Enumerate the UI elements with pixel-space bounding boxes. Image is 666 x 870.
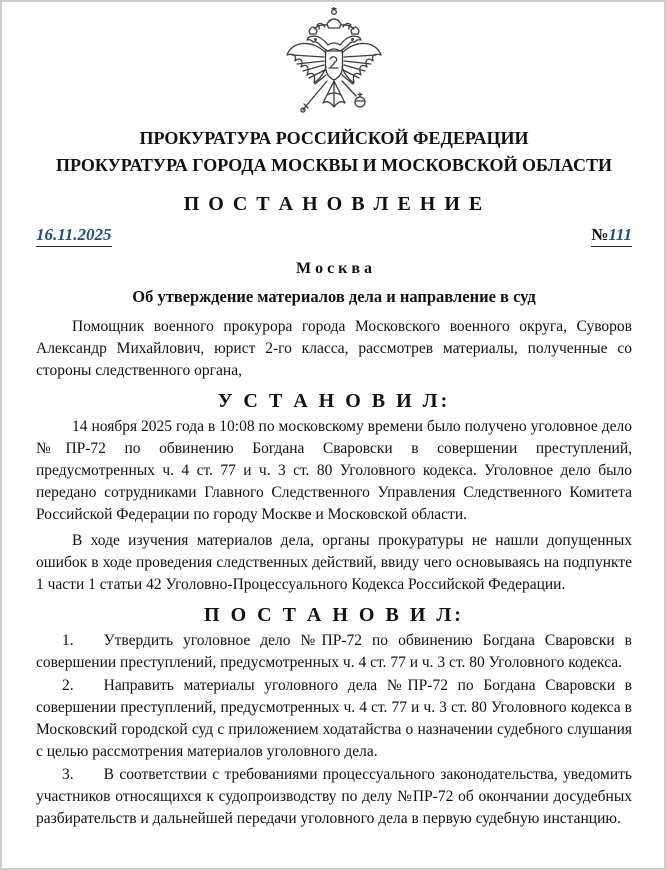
item-text: Утвердить уголовное дело №ПР-72 по обвинению Богдана Сваровски в совершении преступлений, предусмотренных ч. 4 ст. 77 и ч. 3 ст. 80 Уголовного кодекса. <box>36 632 632 671</box>
number-sign: № <box>591 225 609 244</box>
postanovil-heading: П О С Т А Н О В И Л: <box>204 604 464 626</box>
number-value: 111 <box>608 225 632 244</box>
document-type-title: П О С Т А Н О В Л Е Н И Е <box>183 193 485 215</box>
resolution-item-2 <box>36 675 632 763</box>
subject-line: Об утверждение материалов дела и направление в суд <box>132 287 536 306</box>
item-number: 3. <box>62 766 74 783</box>
document-body <box>36 316 632 830</box>
org-name-line2: ПРОКУРАТУРА ГОРОДА МОСКВЫ И МОСКОВСКОЙ ОБЛАСТИ <box>55 155 613 175</box>
item-number: 1. <box>62 632 74 649</box>
org-name-line1: ПРОКУРАТУРА РОССИЙСКОЙ ФЕДЕРАЦИИ <box>139 128 529 148</box>
ustanovil-heading: У С Т А Н О В И Л: <box>217 390 451 412</box>
date-number-row <box>36 225 632 249</box>
ustanovil-paragraph-2: В ходе изучения материалов дела, органы прокуратуры не нашли допущенных ошибок в ходе проведения следственных действий, ввиду чего основываясь на подпункте 1 части 1 статьи 42 Уголовно-Процессуального Кодекса Российской Федерации. <box>36 532 632 593</box>
intro-paragraph: Помощник военного прокурора города Московского военного округа, Суворов Александр Михайлович, юрист 2-го класса, рассмотрев материалы, полученные со стороны следственного органа, <box>36 318 632 379</box>
item-number: 2. <box>62 677 74 694</box>
resolution-item-1 <box>36 630 632 674</box>
coat-of-arms-russia-icon <box>36 7 632 119</box>
city-line: М о с к в а <box>295 260 373 277</box>
item-text: Направить материалы уголовного дела №ПР-72 по Богдана Сваровски в совершении преступлений, предусмотренных ч. 4 ст. 77 и ч. 3 ст. 80 Уголовного кодекса в Московский городской суд с приложением ходатайства о назначении судебного слушания с целью рассмотрения материалов уголовного дела. <box>36 677 632 760</box>
ustanovil-paragraph-1: 14 ноября 2025 года в 10:08 по московскому времени было получено уголовное дело №ПР-72 по обвинению Богдана Сваровски в совершении преступлений, предусмотренных ч. 4 ст. 77 и ч. 3 ст. 80 Уголовного кодекса. Уголовное дело было передано сотрудниками Главного Следственного Управления Следственного Комитета Российской Федерации по городу Москве и Московской области. <box>36 418 632 523</box>
document-number <box>591 225 632 247</box>
item-text: В соответствии с требованиями процессуального законодательства, уведомить участников относящихся к судопроизводству по делу №ПР-72 об окончании досудебных разбирательств и дальнейшей передачи уголовного дела в первую судебную инстанцию. <box>36 766 632 827</box>
resolution-item-3 <box>36 764 632 830</box>
document-date: 16.11.2025 <box>36 225 112 247</box>
letterhead <box>36 125 632 179</box>
